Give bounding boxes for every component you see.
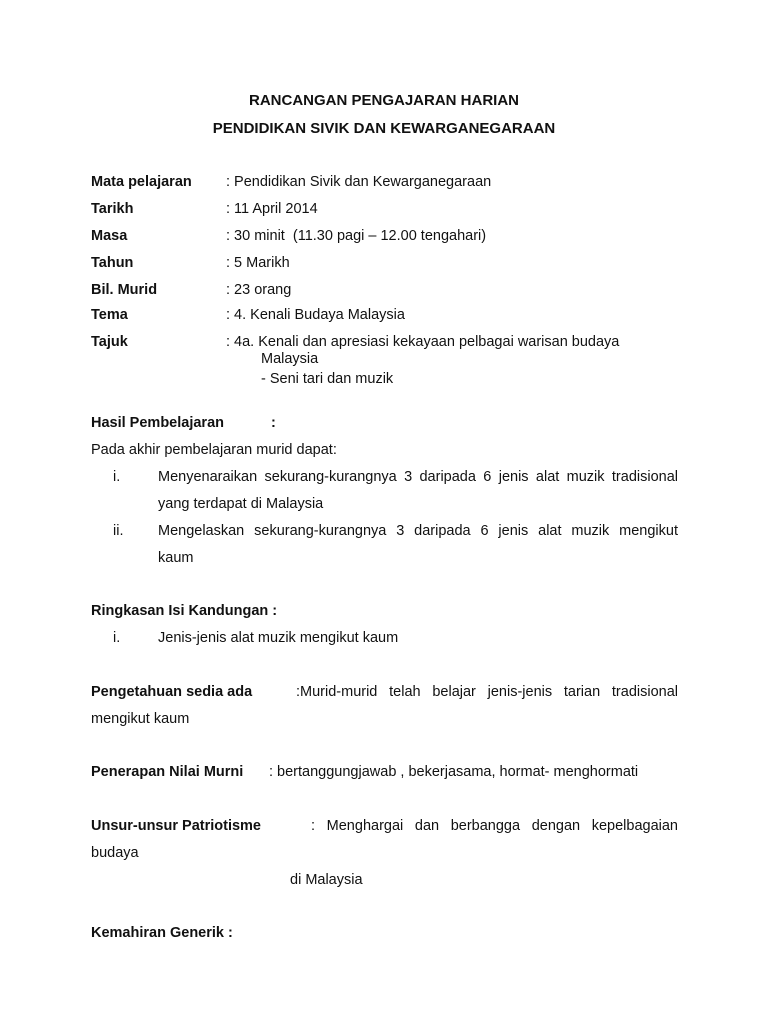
label-tema: Tema [91, 307, 128, 323]
value-tajuk-line1: : 4a. Kenali dan apresiasi kekayaan pelbagai warisan budaya [226, 334, 620, 350]
label-tarikh: Tarikh [91, 201, 134, 217]
hasil-item-2-marker: ii. [113, 523, 124, 539]
heading-nilai-murni: Penerapan Nilai Murni [91, 764, 244, 780]
label-masa: Masa [91, 228, 128, 244]
label-mata-pelajaran: Mata pelajaran [91, 174, 192, 190]
heading-kemahiran-generik: Kemahiran Generik : [91, 925, 233, 941]
heading-pengetahuan: Pengetahuan sedia ada [91, 684, 253, 700]
label-bil-murid: Bil. Murid [91, 282, 158, 298]
hasil-item-2-line1: Mengelaskan sekurang-kurangnya 3 daripada 6 jenis alat muzik mengikut [158, 523, 678, 539]
pengetahuan-text-line2: mengikut kaum [91, 711, 190, 727]
hasil-item-2-line2: kaum [158, 550, 194, 566]
hasil-item-1-line1: Menyenaraikan sekurang-kurangnya 3 daripada 6 jenis alat muzik tradisional [158, 469, 678, 485]
value-bil-murid: : 23 orang [226, 282, 292, 298]
label-tajuk: Tajuk [91, 334, 128, 350]
document-subtitle: PENDIDIKAN SIVIK DAN KEWARGANEGARAAN [212, 120, 556, 137]
heading-ringkasan: Ringkasan Isi Kandungan : [91, 603, 278, 619]
document-title: RANCANGAN PENGAJARAN HARIAN [248, 92, 519, 109]
value-mata-pelajaran: : Pendidikan Sivik dan Kewarganegaraan [226, 174, 492, 190]
pengetahuan-text-line1: :Murid-murid telah belajar jenis-jenis tarian tradisional [296, 684, 678, 700]
ringkasan-item-1-marker: i. [113, 630, 121, 646]
heading-patriotisme: Unsur-unsur Patriotisme [91, 818, 261, 834]
patriotisme-text-line3: di Malaysia [290, 872, 363, 888]
patriotisme-text-line1: : Menghargai dan berbangga dengan kepelbagaian [311, 818, 678, 834]
heading-hasil-colon: : [271, 415, 276, 431]
value-tahun: : 5 Marikh [226, 255, 290, 271]
nilai-murni-text: : bertanggungjawab , bekerjasama, hormat- menghormati [269, 764, 639, 780]
heading-hasil-pembelajaran: Hasil Pembelajaran [91, 415, 224, 431]
hasil-item-1-marker: i. [113, 469, 121, 485]
label-tahun: Tahun [91, 255, 134, 271]
value-tarikh: : 11 April 2014 [226, 201, 318, 217]
patriotisme-text-line2: budaya [91, 845, 139, 861]
value-tajuk-line2: Malaysia [261, 351, 319, 367]
hasil-item-1-line2: yang terdapat di Malaysia [158, 496, 324, 512]
value-tema: : 4. Kenali Budaya Malaysia [226, 307, 405, 323]
value-masa: : 30 minit (11.30 pagi – 12.00 tengahari) [226, 228, 487, 244]
ringkasan-item-1-text: Jenis-jenis alat muzik mengikut kaum [158, 630, 399, 646]
value-tajuk-line3: - Seni tari dan muzik [261, 371, 394, 387]
hasil-intro: Pada akhir pembelajaran murid dapat: [91, 442, 337, 458]
